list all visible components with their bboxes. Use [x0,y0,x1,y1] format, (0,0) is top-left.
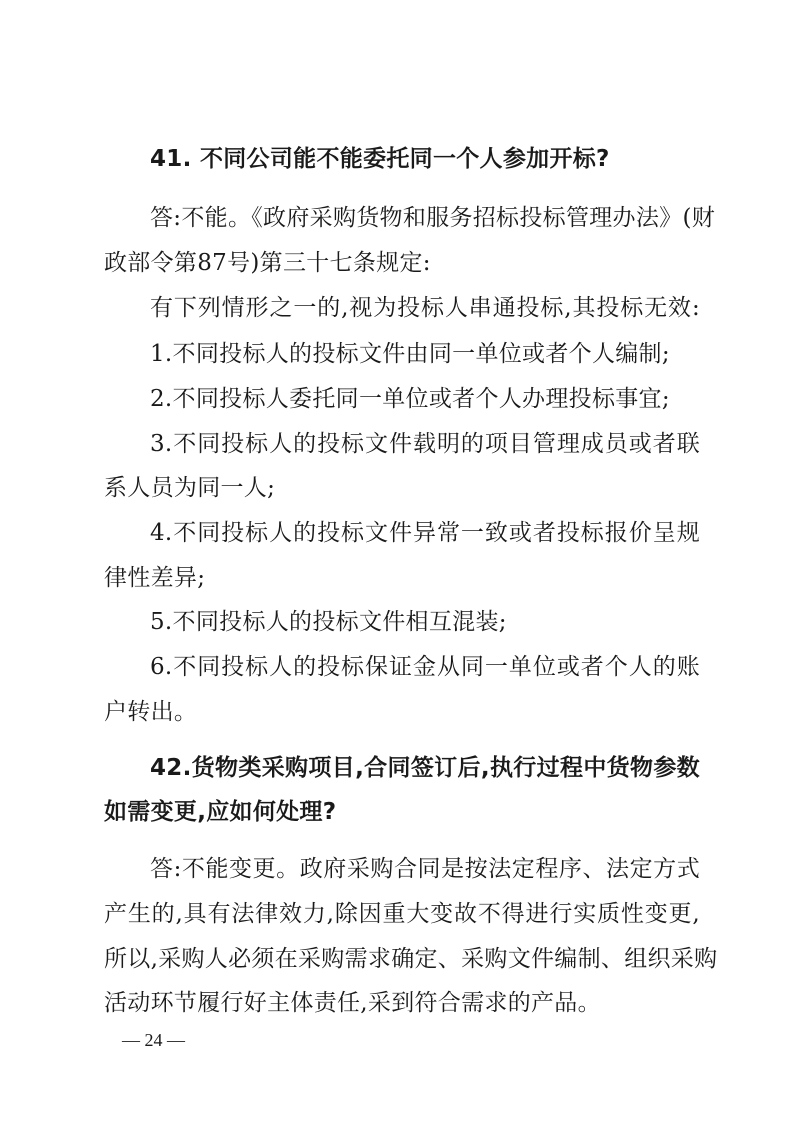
answer-42-line-2: 产生的,具有法律效力,除因重大变故不得进行实质性变更, [104,901,700,927]
answer-42-line-1: 答:不能变更。政府采购合同是按法定程序、法定方式 [150,856,700,882]
list-item-2: 2.不同投标人委托同一单位或者个人办理投标事宜; [150,386,670,412]
question-41-title: 41. 不同公司能不能委托同一个人参加开标? [150,146,610,172]
list-item-6-line-2: 户转出。 [104,699,198,725]
list-item-1: 1.不同投标人的投标文件由同一单位或者个人编制; [150,341,670,367]
list-item-5: 5.不同投标人的投标文件相互混装; [150,609,507,635]
answer-41-line-1: 答:不能。《政府采购货物和服务招标投标管理办法》(财 [150,205,716,231]
question-42-title-line-1: 42.货物类采购项目,合同签订后,执行过程中货物参数 [150,755,700,781]
answer-42-line-3: 所以,采购人必须在采购需求确定、采购文件编制、组织采购 [104,946,718,972]
answer-41-line-2: 政部令第87号)第三十七条规定: [104,250,431,276]
answer-41-intro: 有下列情形之一的,视为投标人串通投标,其投标无效: [150,295,700,321]
list-item-4-line-1: 4.不同投标人的投标文件异常一致或者投标报价呈规 [150,520,700,546]
answer-42-line-4: 活动环节履行好主体责任,采到符合需求的产品。 [104,990,601,1016]
list-item-3-line-2: 系人员为同一人; [104,475,276,501]
question-42-title-line-2: 如需变更,应如何处理? [104,799,337,825]
list-item-3-line-1: 3.不同投标人的投标文件载明的项目管理成员或者联 [150,431,700,457]
list-item-4-line-2: 律性差异; [104,565,206,591]
list-item-6-line-1: 6.不同投标人的投标保证金从同一单位或者个人的账 [150,654,700,680]
page-number: — 24 — [122,1030,185,1050]
